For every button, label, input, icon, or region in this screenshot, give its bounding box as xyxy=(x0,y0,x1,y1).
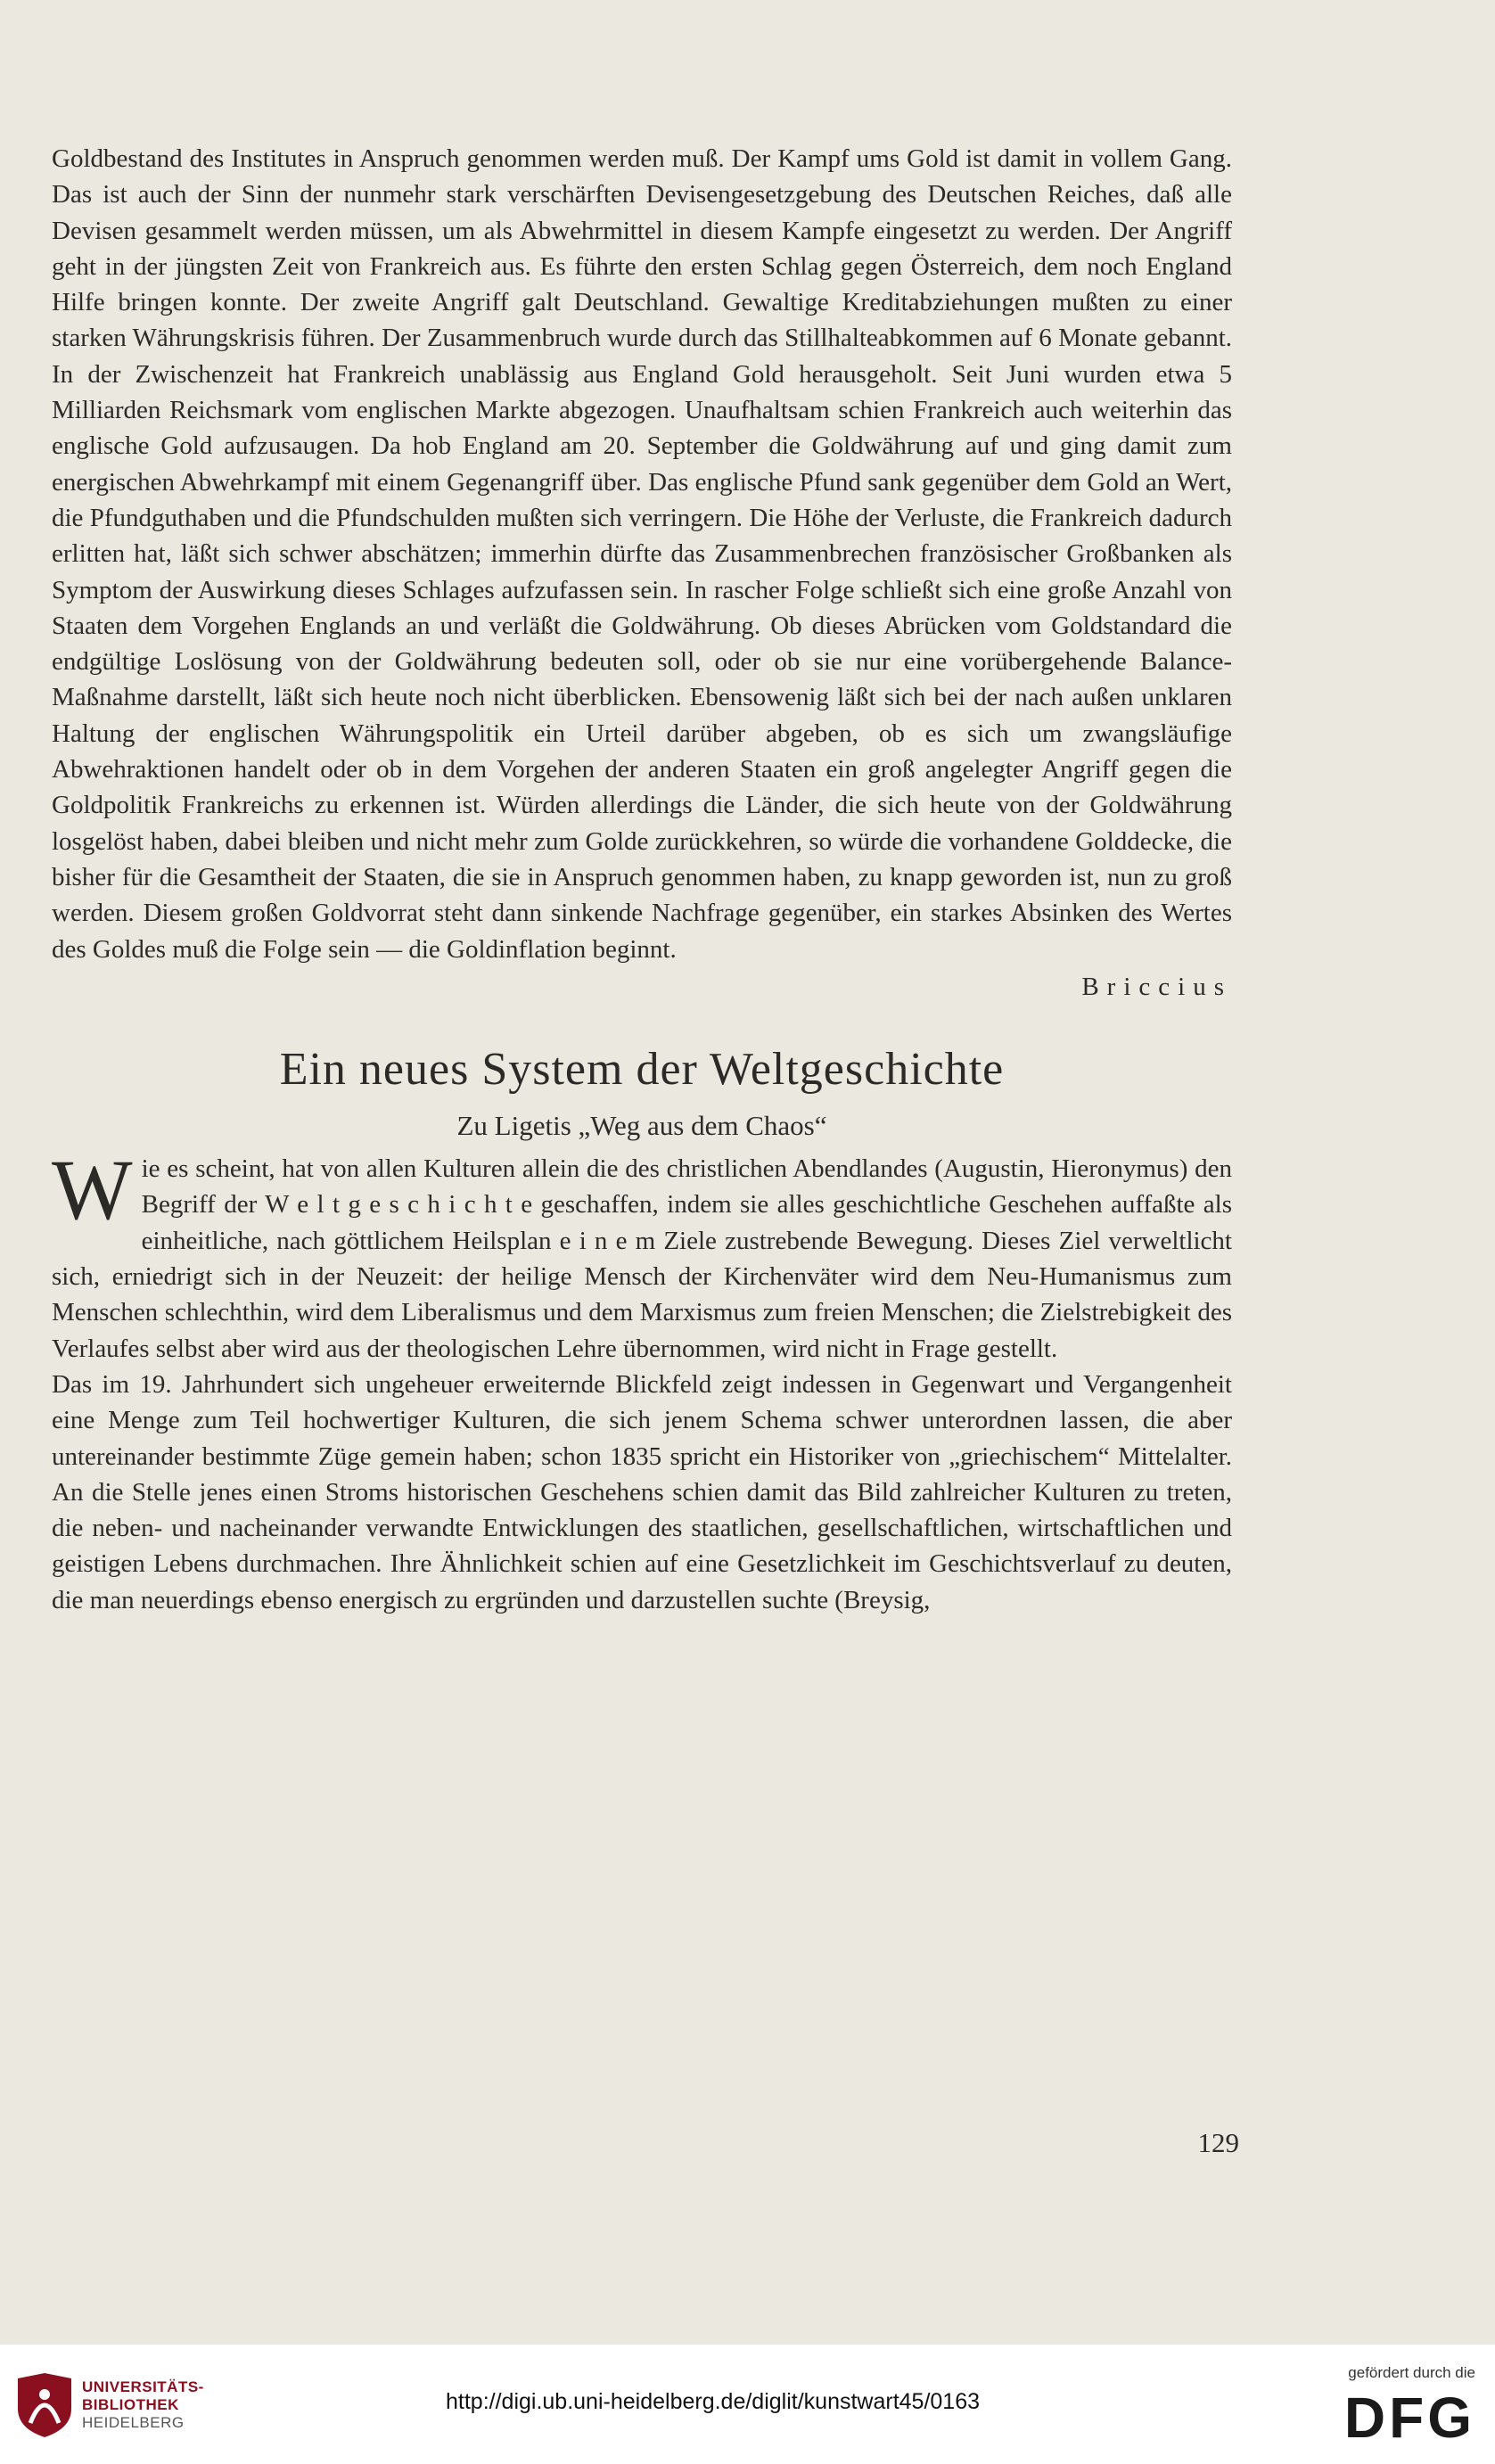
page-number: 129 xyxy=(1197,2127,1239,2158)
paragraph-1-text: ie es scheint, hat von allen Kulturen allein die des christlichen Abendlandes (Augustin, Hieronymus) den Begriff der W e l t g e s c h i c h t e geschaffen, indem sie alles geschichtliche Geschehen auffaßte als einheitliche, nach göttlichem Heilsplan e i n e m Ziele zustrebende Bewegung. Dieses Ziel verweltlicht sich, erniedrigt sich in der Neuzeit: der heilige Mensch der Kirchenväter wird dem Neu-Humanismus zum Menschen schlechthin, wird dem Liberalismus und dem Marxismus zum freien Menschen; die Zielstrebigkeit des Verlaufes selbst aber wird aus der theologischen Lehre übernommen, wird nicht in Frage gestellt. xyxy=(52,1154,1232,1363)
article-subtitle: Zu Ligetis „Weg aus dem Chaos“ xyxy=(456,1110,827,1142)
heidelberg-library-logo-icon xyxy=(12,2370,77,2441)
article-paragraph-2: Das im 19. Jahrhundert sich ungeheuer erweiternde Blickfeld zeigt indessen in Gegenwart und Vergangenheit eine Menge zum Teil hochwertiger Kulturen, die sich jenem Schema schwer unterordnen lassen, die aber untereinander bestimmte Züge gemein haben; schon 1835 spricht ein Historiker von „griechischem“ Mittelalter. An die Stelle jenes einen Stroms historischen Geschehens schien damit das Bild zahlreicher Kulturen zu treten, die neben- und nacheinander verwandte Entwicklungen des staatlichen, gesellschaftlichen, wirtschaftlichen und geistigen Lebens durchmachen. Ihre Ähnlichkeit schien auf eine Gesetzlichkeit im Geschichtsverlauf zu deuten, die man neuerdings ebenso energisch zu ergründen und darzustellen suchte (Breysig, xyxy=(52,1369,1232,1614)
author-signature: Briccius xyxy=(1081,972,1232,1001)
digitization-footer xyxy=(0,2345,1495,2464)
article-paragraph-1 xyxy=(52,1142,1232,1367)
university-line-3: HEIDELBERG xyxy=(82,2414,185,2431)
drop-cap: W xyxy=(52,1142,133,1238)
dfg-logo: DFG xyxy=(1343,2386,1475,2450)
funding-label: gefördert durch die xyxy=(1348,2364,1475,2381)
article-title: Ein neues System der Weltgeschichte xyxy=(279,1044,1005,1096)
university-name xyxy=(82,2378,204,2432)
university-line-1: UNIVERSITÄTS- xyxy=(82,2378,204,2395)
text-block xyxy=(52,141,1232,1618)
article-gold-text: Goldbestand des Institutes in Anspruch genommen werden muß. Der Kampf ums Gold ist damit in vollem Gang. Das ist auch der Sinn der nunmehr stark verschärften Devisengesetzgebung des Deutschen Reiches, daß alle Devisen gesammelt werden müssen, um als Abwehrmittel in diesem Kampfe eingesetzt zu werden. Der Angriff geht in der jüngsten Zeit von Frankreich aus. Es führte den ersten Schlag gegen Österreich, dem noch England Hilfe bringen konnte. Der zweite Angriff galt Deutschland. Gewaltige Kreditabziehungen mußten zu einer starken Währungskrisis führen. Der Zusammenbruch wurde durch das Stillhalteabkommen auf 6 Monate gebannt. In der Zwischenzeit hat Frankreich unablässig aus England Gold herausgeholt. Seit Juni wurden etwa 5 Milliarden Reichsmark vom englischen Markte abgezogen. Unaufhaltsam schien Frankreich auch weiterhin das englische Gold aufzusaugen. Da hob England am 20. September die Goldwährung auf und ging damit zum energischen Abwehrkampf mit einem Gegenangriff über. Das englische Pfund sank gegenüber dem Gold an Wert, die Pfundguthaben und die Pfundschulden mußten sich verringern. Die Höhe der Verluste, die Frankreich dadurch erlitten hat, läßt sich schwer abschätzen; immerhin dürfte das Zusammenbrechen französischer Großbanken als Symptom der Auswirkung dieses Schlages aufzufassen sein. In rascher Folge schließt sich eine große Anzahl von Staaten dem Vorgehen Englands an und verläßt die Goldwährung. Ob dieses Abrücken vom Goldstandard die endgültige Loslösung von der Goldwährung bedeuten soll, oder ob sie nur eine vorübergehende BalanceMaßnahme darstellt, läßt sich heute noch nicht überblicken. Ebensowenig läßt sich bei der nach außen unklaren Haltung der englischen Währungspolitik ein Urteil darüber abgeben, ob es sich um zwangsläufige Abwehraktionen handelt oder ob in dem Vorgehen der anderen Staaten ein groß angelegter Angriff gegen die Goldpolitik Frankreichs zu erkennen ist. Würden allerdings die Länder, die sich heute von der Goldwährung losgelöst haben, dabei bleiben und nicht mehr zum Golde zurückkehren, so würde die vorhandene Golddecke, die bisher für die Gesamtheit der Staaten, die sie in Anspruch genommen haben, zu knapp geworden ist, nun zu groß werden. Diesem großen Goldvorrat steht dann sinkende Nachfrage gegenüber, ein starkes Absinken des Wertes des Goldes muß die Folge sein — die Goldinflation beginnt. xyxy=(52,144,1232,964)
university-line-2: BIBLIOTHEK xyxy=(82,2396,179,2413)
source-url-link[interactable]: http://digi.ub.uni-heidelberg.de/diglit/kunstwart45/0163 xyxy=(446,2389,981,2414)
